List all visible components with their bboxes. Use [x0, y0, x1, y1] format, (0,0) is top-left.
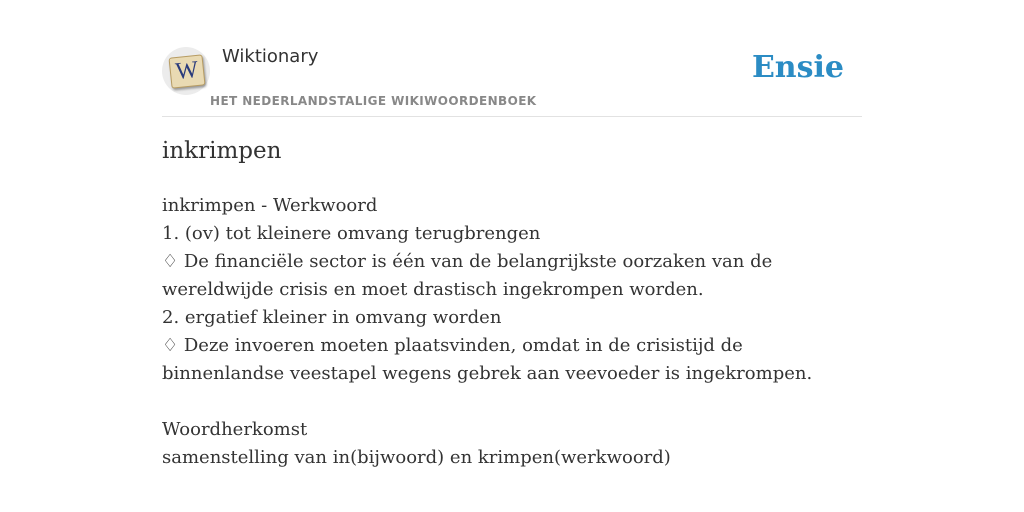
- entry-definition: [162, 192, 862, 472]
- sense-2: 2. ergatief kleiner in omvang worden: [162, 307, 502, 328]
- example-1: ♢ De financiële sector is één van de belangrijkste oorzaken van de wereldwijde crisis en moet drastisch ingekrompen worden.: [162, 251, 773, 300]
- example-2: ♢ Deze invoeren moeten plaatsvinden, omdat in de crisistijd de binnenlandse veestapel wegens gebrek aan veevoeder is ingekrompen.: [162, 335, 813, 384]
- site-name[interactable]: Wiktionary: [222, 46, 319, 67]
- wiktionary-tile-icon: W: [168, 54, 205, 88]
- entry-title: inkrimpen: [162, 138, 282, 164]
- headword-line: inkrimpen - Werkwoord: [162, 195, 378, 216]
- section-spacer: [162, 388, 862, 416]
- site-header: [162, 40, 862, 117]
- wiktionary-logo[interactable]: [162, 47, 210, 95]
- sense-1: 1. (ov) tot kleinere omvang terugbrengen: [162, 223, 541, 244]
- etymology-text: samenstelling van in(bijwoord) en krimpen(werkwoord): [162, 447, 671, 468]
- site-subtitle: HET NEDERLANDSTALIGE WIKIWOORDENBOEK: [210, 94, 537, 108]
- ensie-brand-logo[interactable]: Ensie: [751, 50, 844, 85]
- etymology-heading: Woordherkomst: [162, 419, 308, 440]
